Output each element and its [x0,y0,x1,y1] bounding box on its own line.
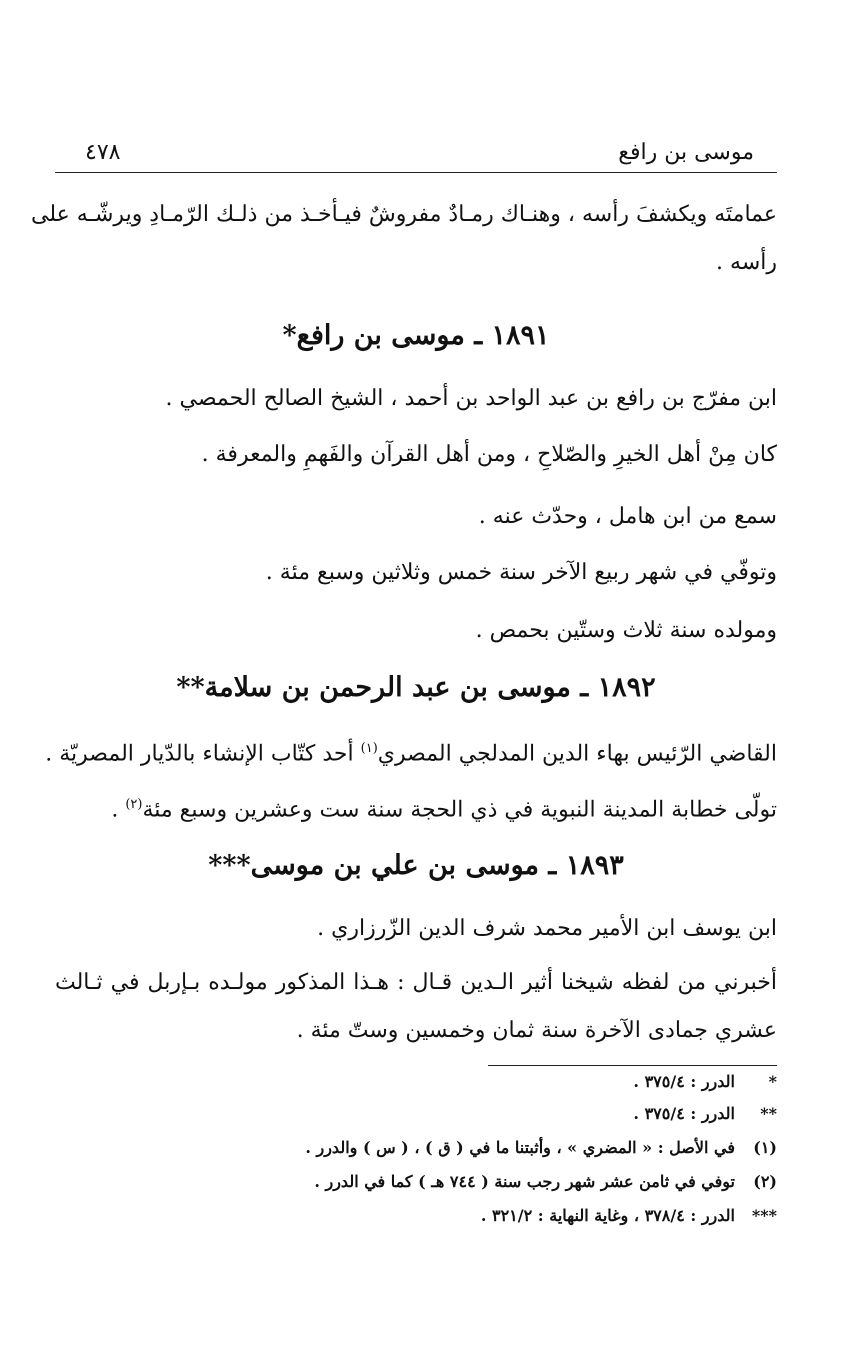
entry-1892-line-2-text: تولّى خطابة المدينة النبوية في ذي الحجة سنة ست وعشرين وسبع مئة [142,797,777,823]
entry-1892-line-2-rest: . [111,797,126,823]
entry-1892-line-2 [57,790,777,825]
footnote-mark: * [768,1072,777,1091]
footnote-3 [87,1136,777,1160]
footnote-ref-1: (١) [360,741,378,756]
entry-1892-line-1-rest: أحد كتّاب الإنشاء بالدّيار المصريّة . [45,741,361,767]
footnote-mark: (٢) [753,1172,777,1191]
entry-heading-1892: ١٨٩٢ ـ موسى بن عبد الرحمن بن سلامة** [176,672,656,703]
footnote-text: في الأصل : « المضري » ، وأثبتنا ما في ( ق ) ، ( س ) والدرر . [305,1138,735,1157]
entry-1891-line-4: وتوفّي في شهر ربيع الآخر سنة خمس وثلاثين وسبع مئة . [265,560,777,585]
entry-1891-line-1: ابن مفرّج بن رافع بن عبد الواحد بن أحمد ، الشيخ الصالح الحمصي . [165,386,777,411]
page-number: ٤٧٨ [85,140,121,165]
footnote-text: توفي في ثامن عشر شهر رجب سنة ( ٧٤٤ هـ ) كما في الدرر . [314,1172,735,1191]
entry-1891-line-5: ومولده سنة ثلاث وستّين بحمص . [475,618,777,643]
footnote-mark: (١) [753,1138,777,1157]
continuation-line-2: رأسه . [716,250,777,275]
continuation-line-1: عمامتَه ويكشفَ رأسه ، وهنـاك رمـادٌ مفروشٌ فيـأخـذ من ذلـك الرّمـادِ ويرشّـه على [31,202,777,227]
footnote-ref-2: (٢) [125,797,143,812]
header-divider [55,172,777,173]
entry-1893-line-2: أخبرني من لفظه شيخنا أثير الـدين قـال : هـذا المذكور مولـده بـإربل في ثـالث [55,970,777,995]
entry-1892-line-1 [45,734,777,769]
footnote-mark: *** [751,1206,777,1225]
entry-1891-line-3: سمع من ابن هامل ، وحدّث عنه . [478,504,777,529]
footnote-2 [87,1102,777,1126]
footnote-5 [87,1204,777,1228]
footnote-text: الدرر : ٣٧٥/٤ . [633,1104,735,1123]
footnote-1 [87,1070,777,1094]
footnote-mark: ** [760,1104,777,1123]
footnote-divider [488,1065,777,1066]
running-header-title: موسى بن رافع [618,140,754,165]
entry-heading-1893: ١٨٩٣ ـ موسى بن علي بن موسى*** [208,850,624,881]
footnote-4 [87,1170,777,1194]
entry-1893-line-1: ابن يوسف ابن الأمير محمد شرف الدين الزّرزاري . [317,916,777,941]
entry-1893-line-3: عشري جمادى الآخرة سنة ثمان وخمسين وستّ مئة . [296,1018,777,1043]
footnote-text: الدرر : ٣٧٥/٤ . [633,1072,735,1091]
footnote-text: الدرر : ٣٧٨/٤ ، وغاية النهاية : ٣٢١/٢ . [480,1206,735,1225]
entry-1892-line-1-text: القاضي الرّئيس بهاء الدين المدلجي المصري [377,741,777,767]
entry-heading-1891: ١٨٩١ ـ موسى بن رافع* [282,320,550,351]
entry-1891-line-2: كان مِنْ أهل الخيرِ والصّلاحِ ، ومن أهل القرآن والفَهمِ والمعرفة . [201,442,777,467]
